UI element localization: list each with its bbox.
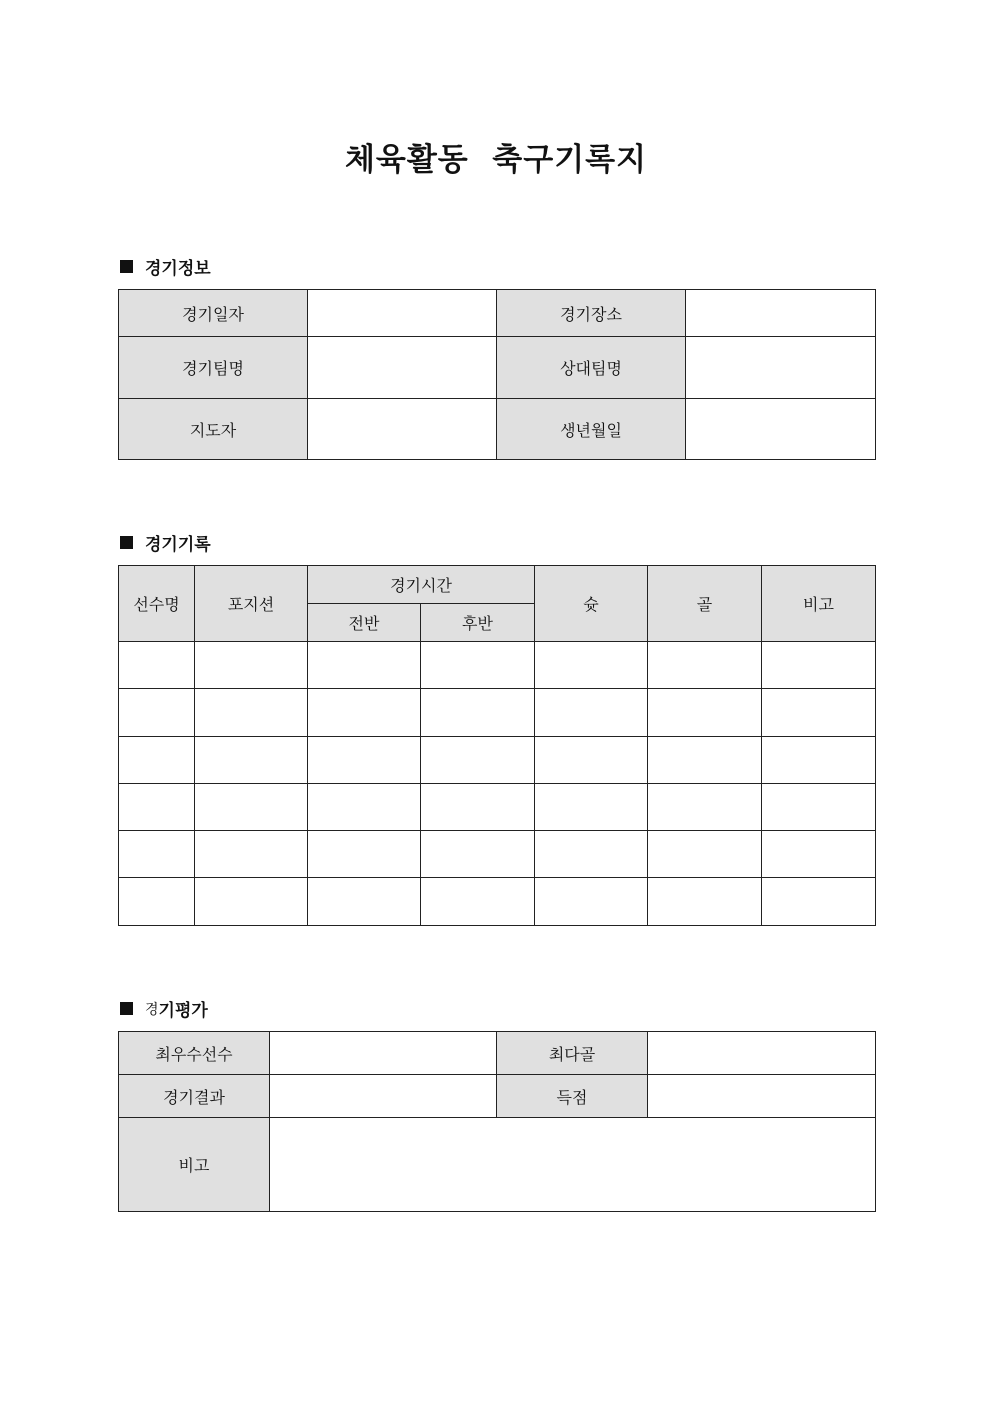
evaluation-table: [118, 1031, 876, 1212]
record-cell[interactable]: [421, 737, 535, 784]
record-cell[interactable]: [308, 737, 421, 784]
record-cell[interactable]: [535, 831, 648, 878]
first-half-header: 전반: [308, 604, 421, 642]
score-field[interactable]: [648, 1075, 876, 1118]
match-venue-label: 경기장소: [497, 290, 686, 337]
record-cell[interactable]: [535, 784, 648, 831]
record-cell[interactable]: [195, 878, 308, 926]
record-row: [119, 737, 876, 784]
record-cell[interactable]: [308, 642, 421, 689]
square-bullet-icon: [120, 1002, 133, 1015]
coach-field[interactable]: [308, 399, 497, 460]
match-info-row: [119, 290, 876, 337]
record-cell[interactable]: [535, 737, 648, 784]
record-cell[interactable]: [119, 784, 195, 831]
record-cell[interactable]: [119, 642, 195, 689]
record-cell[interactable]: [762, 878, 876, 926]
team-name-field[interactable]: [308, 337, 497, 399]
record-cell[interactable]: [195, 784, 308, 831]
match-info-row: [119, 337, 876, 399]
record-cell[interactable]: [535, 642, 648, 689]
notes-header: 비고: [762, 566, 876, 642]
coach-label: 지도자: [119, 399, 308, 460]
player-name-header: 선수명: [119, 566, 195, 642]
record-cell[interactable]: [535, 878, 648, 926]
team-name-label: 경기팀명: [119, 337, 308, 399]
record-cell[interactable]: [195, 737, 308, 784]
record-cell[interactable]: [308, 878, 421, 926]
match-info-table: [118, 289, 876, 460]
record-cell[interactable]: [762, 831, 876, 878]
match-venue-field[interactable]: [686, 290, 876, 337]
match-result-field[interactable]: [270, 1075, 497, 1118]
evaluation-notes-label: 비고: [119, 1118, 270, 1212]
top-scorer-label: 최다골: [497, 1032, 648, 1075]
match-result-label: 경기결과: [119, 1075, 270, 1118]
position-header: 포지션: [195, 566, 308, 642]
record-cell[interactable]: [648, 642, 762, 689]
match-info-heading: [120, 254, 211, 279]
match-record-heading: [120, 530, 211, 555]
record-cell[interactable]: [195, 831, 308, 878]
match-record-heading-text: 경기기록: [145, 535, 211, 555]
record-row: [119, 831, 876, 878]
evaluation-heading-text: 기평가: [158, 1001, 208, 1021]
record-cell[interactable]: [648, 689, 762, 737]
evaluation-notes-field[interactable]: [270, 1118, 876, 1212]
evaluation-row: [119, 1032, 876, 1075]
record-row: [119, 878, 876, 926]
evaluation-heading-prefix: 경: [145, 1001, 159, 1018]
record-cell[interactable]: [535, 689, 648, 737]
record-cell[interactable]: [119, 689, 195, 737]
shots-header: 슛: [535, 566, 648, 642]
mvp-label: 최우수선수: [119, 1032, 270, 1075]
record-cell[interactable]: [421, 689, 535, 737]
record-row: [119, 689, 876, 737]
record-cell[interactable]: [762, 737, 876, 784]
record-cell[interactable]: [119, 737, 195, 784]
record-cell[interactable]: [648, 737, 762, 784]
second-half-header: 후반: [421, 604, 535, 642]
record-cell[interactable]: [119, 878, 195, 926]
birthdate-label: 생년월일: [497, 399, 686, 460]
score-label: 득점: [497, 1075, 648, 1118]
goals-header: 골: [648, 566, 762, 642]
mvp-field[interactable]: [270, 1032, 497, 1075]
record-cell[interactable]: [421, 642, 535, 689]
opponent-team-label: 상대팀명: [497, 337, 686, 399]
record-cell[interactable]: [119, 831, 195, 878]
match-date-field[interactable]: [308, 290, 497, 337]
match-time-header: 경기시간: [308, 566, 535, 604]
match-record-table: [118, 565, 876, 926]
record-cell[interactable]: [762, 784, 876, 831]
record-cell[interactable]: [648, 878, 762, 926]
match-date-label: 경기일자: [119, 290, 308, 337]
record-cell[interactable]: [308, 689, 421, 737]
opponent-team-field[interactable]: [686, 337, 876, 399]
document-title: 체육활동 축구기록지: [344, 142, 648, 178]
record-cell[interactable]: [762, 689, 876, 737]
evaluation-row: [119, 1118, 876, 1212]
record-cell[interactable]: [421, 784, 535, 831]
square-bullet-icon: [120, 536, 133, 549]
record-cell[interactable]: [421, 831, 535, 878]
evaluation-row: [119, 1075, 876, 1118]
record-cell[interactable]: [762, 642, 876, 689]
record-row: [119, 642, 876, 689]
record-cell[interactable]: [195, 689, 308, 737]
record-row: [119, 784, 876, 831]
record-cell[interactable]: [308, 831, 421, 878]
record-cell[interactable]: [648, 784, 762, 831]
record-cell[interactable]: [648, 831, 762, 878]
evaluation-heading: [120, 996, 208, 1021]
record-header-row: [119, 566, 876, 604]
top-scorer-field[interactable]: [648, 1032, 876, 1075]
birthdate-field[interactable]: [686, 399, 876, 460]
record-cell[interactable]: [308, 784, 421, 831]
square-bullet-icon: [120, 260, 133, 273]
record-cell[interactable]: [195, 642, 308, 689]
record-cell[interactable]: [421, 878, 535, 926]
match-info-heading-text: 경기정보: [145, 259, 211, 279]
match-info-row: [119, 399, 876, 460]
